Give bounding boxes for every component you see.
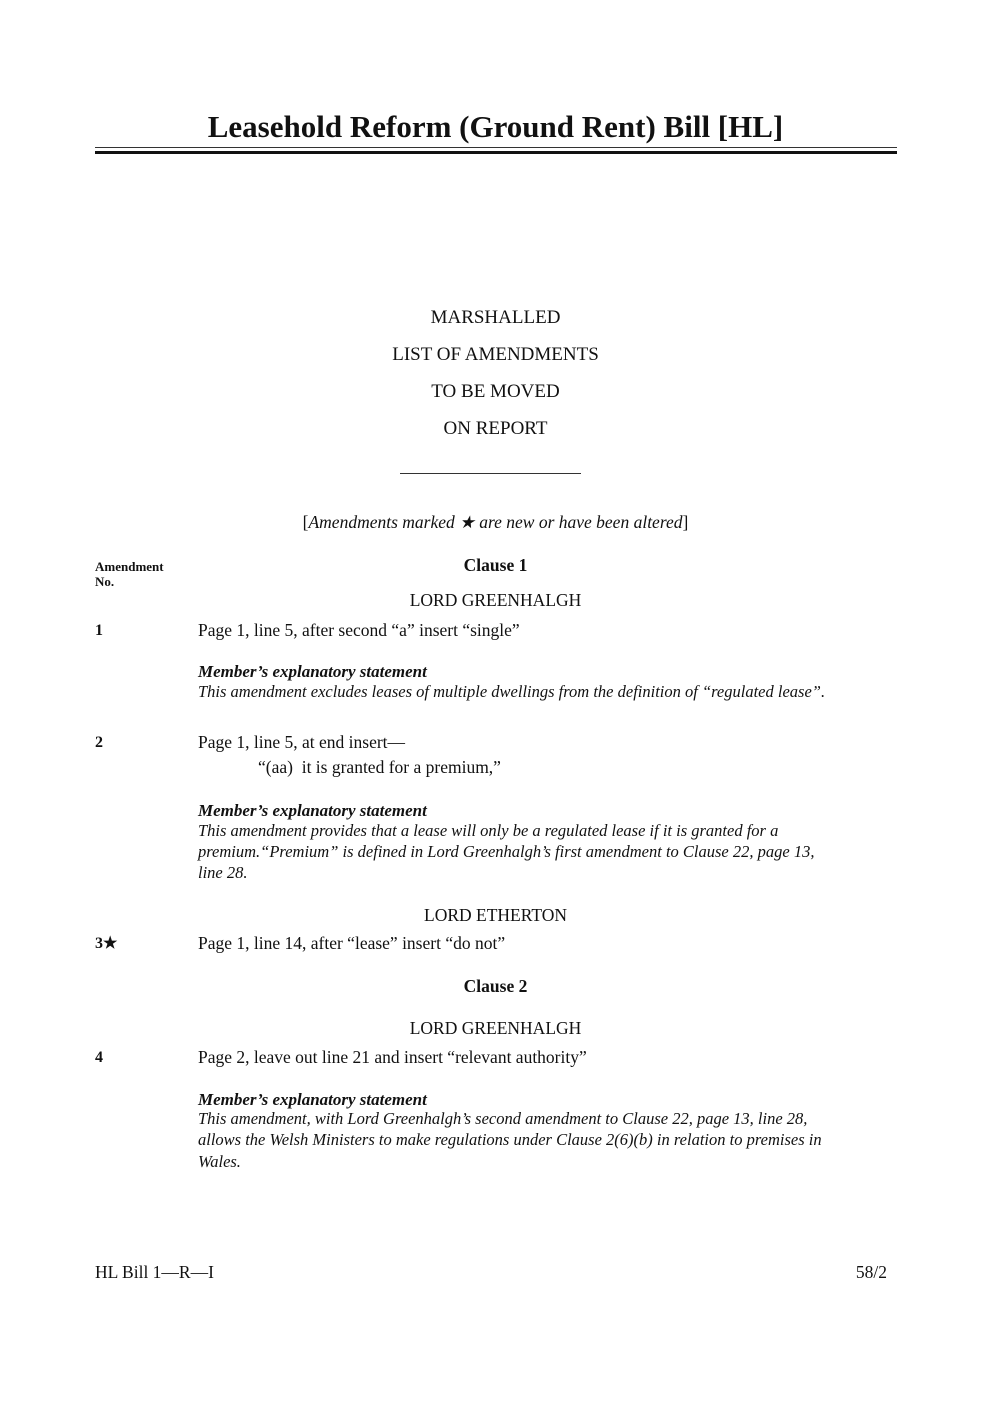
member-name: LORD GREENHALGH	[409, 590, 582, 610]
amendment-text: Page 2, leave out line 21 and insert “relevant authority”	[198, 1047, 587, 1067]
statement-text: premium.“Premium” is defined in Lord Greenhalgh’s first amendment to Clause 22, page 13,	[198, 842, 815, 861]
amendment-insert: “(aa) it is granted for a premium,”	[258, 757, 501, 777]
amendment-text: Page 1, line 14, after “lease” insert “do not”	[198, 933, 506, 953]
bill-title: Leasehold Reform (Ground Rent) Bill [HL]	[207, 109, 784, 144]
statement-text: This amendment provides that a lease will only be a regulated lease if it is granted for a	[198, 821, 779, 840]
statement-heading: Member’s explanatory statement	[198, 662, 427, 681]
amendment-number: 2	[95, 734, 103, 751]
amendment-number: 3★	[95, 935, 118, 952]
amendment-number: 1	[95, 622, 103, 639]
heading-line: MARSHALLED	[430, 307, 561, 328]
statement-text: This amendment excludes leases of multiple dwellings from the definition of “regulated lease”.	[198, 682, 826, 701]
divider	[400, 473, 581, 474]
statement-text: This amendment, with Lord Greenhalgh’s second amendment to Clause 22, page 13, line 28,	[198, 1109, 808, 1128]
footer-page-code: 58/2	[855, 1262, 887, 1282]
heading-line: ON REPORT	[443, 418, 548, 439]
statement-text: line 28.	[198, 863, 248, 882]
heading-line: LIST OF AMENDMENTS	[392, 344, 599, 365]
footer-bill-reference: HL Bill 1—R—I	[95, 1262, 214, 1282]
member-name: LORD GREENHALGH	[409, 1018, 582, 1038]
title-rule-thick	[95, 151, 897, 154]
clause-heading: Clause 1	[463, 555, 528, 575]
statement-text: allows the Welsh Ministers to make regulations under Clause 2(6)(b) in relation to premises in	[198, 1130, 822, 1149]
amendment-text: Page 1, line 5, at end insert—	[198, 732, 406, 752]
title-rule-thin	[95, 147, 897, 148]
heading-line: TO BE MOVED	[431, 381, 560, 402]
amendment-text: Page 1, line 5, after second “a” insert “single”	[198, 620, 520, 640]
statement-heading: Member’s explanatory statement	[198, 801, 427, 820]
statement-heading: Member’s explanatory statement	[198, 1090, 427, 1109]
amendment-note: [Amendments marked ★ are new or have been altered]	[302, 512, 689, 532]
statement-text: Wales.	[198, 1152, 241, 1171]
amendment-number: 4	[95, 1049, 103, 1066]
clause-heading: Clause 2	[463, 976, 528, 996]
member-name: LORD ETHERTON	[424, 905, 567, 925]
amendment-no-label: Amendment No.	[95, 559, 164, 589]
